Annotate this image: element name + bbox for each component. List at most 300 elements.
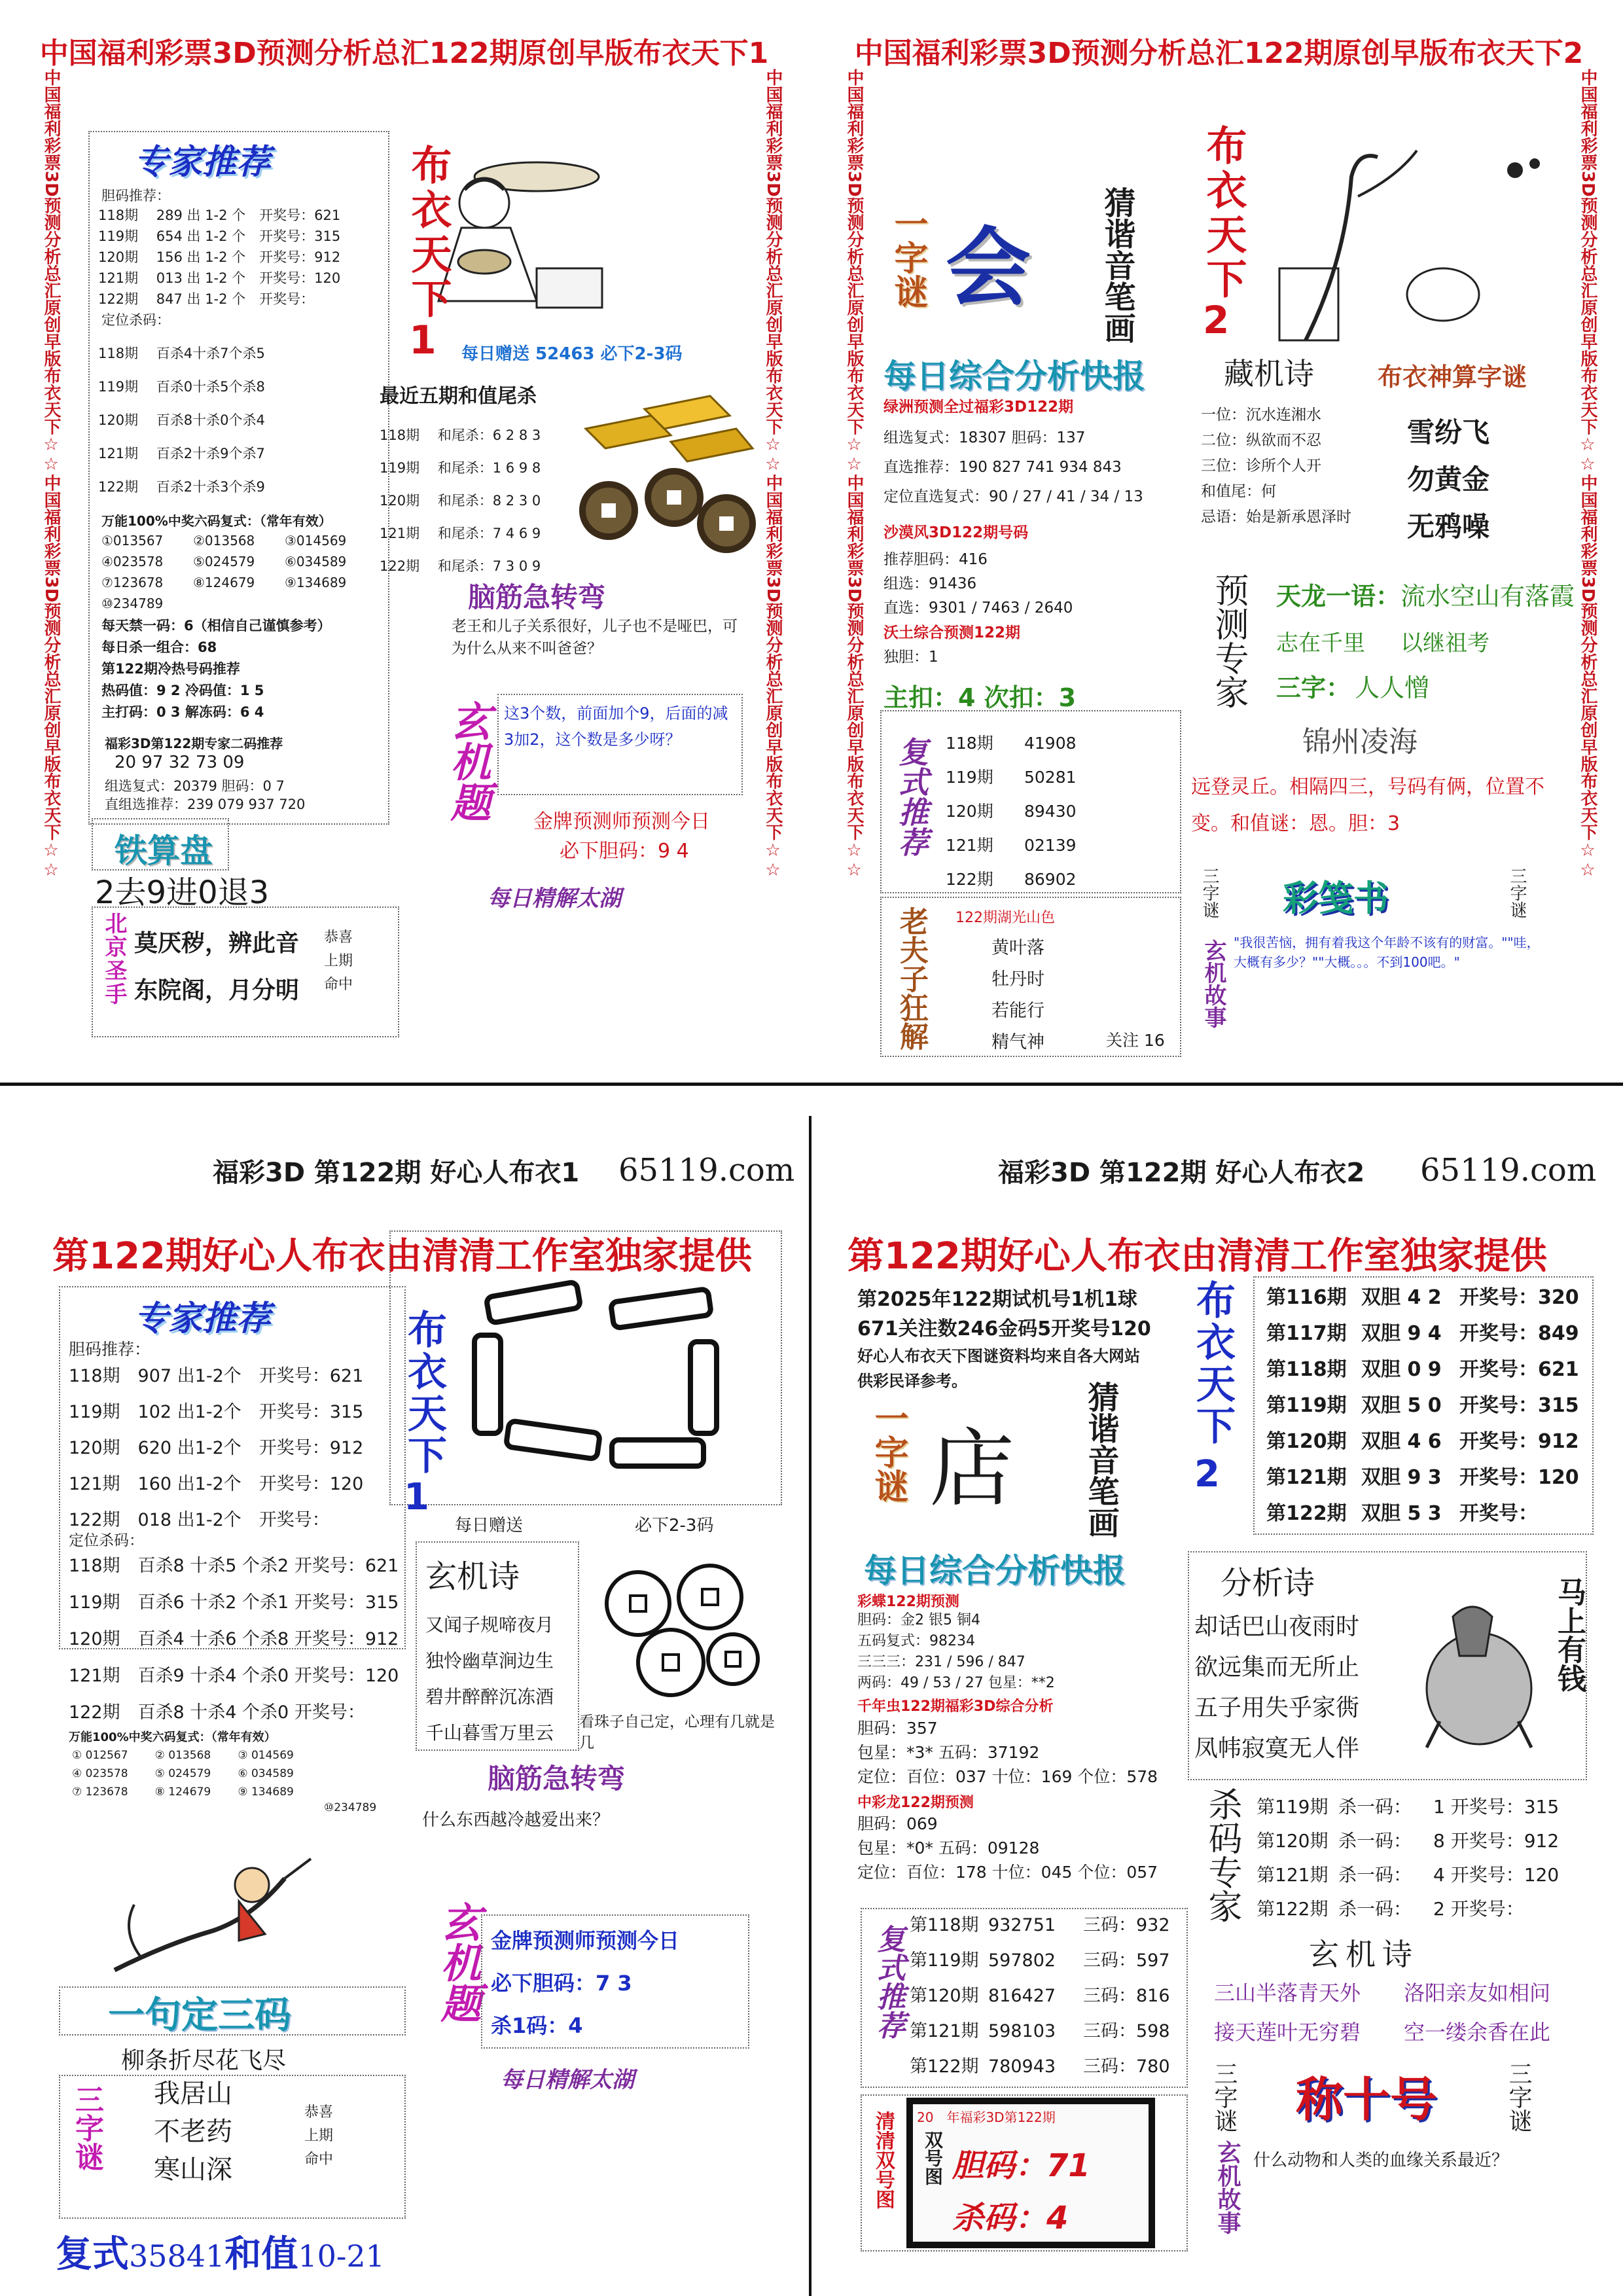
fs-value: 35841 (129, 2238, 225, 2274)
fx-row: 凤帏寂寞无人伴 (1194, 1735, 1360, 1762)
dan-row: 119期 654 出 1-2 个 开奖号：315 (98, 228, 341, 244)
sd-period: 第122期 (1266, 1502, 1347, 1525)
coins-icon (592, 1551, 762, 1708)
sj-line-4: 供彩民译参考。 (857, 1372, 967, 1390)
szm-label: 三字谜 (1200, 867, 1219, 918)
sd-draw: 开奖号： (1459, 1502, 1538, 1525)
sd-period: 第119期 (1266, 1394, 1347, 1417)
cj-row: 二位：纵欲而不忍 (1201, 432, 1321, 449)
extra-line: 热码值：9 2 冷码值：1 5 (101, 683, 264, 698)
riddle-hint: 猜谐音笔画 (1082, 1381, 1119, 1538)
riddle-char: 会 (946, 218, 1031, 317)
xjgs-title: 玄机故事 (1214, 2140, 1241, 2234)
sd-row (1266, 1496, 1579, 1532)
sm-period: 第119期 (1257, 1796, 1329, 1818)
zc-title: 中彩龙122期预测 (857, 1795, 974, 1811)
wn-item: ①013567 (101, 533, 164, 548)
wu-row: 119期 和尾杀：1 6 9 8 (380, 460, 541, 476)
yjd-text: 柳条折尽花飞尽 (121, 2047, 287, 2074)
gold-line: 金牌预测师预测今日 (491, 1928, 680, 1953)
fx-row: 欲远集而无所止 (1194, 1654, 1360, 1681)
sd-pair: 双胆 9 4 (1361, 1322, 1442, 1345)
sz-row: 雪纷飞 (1407, 416, 1490, 448)
sm-row: 组选：91436 (883, 575, 977, 592)
sh-card (906, 2098, 1155, 2248)
cd-row: 两码：49 / 53 / 27 包星：**2 (857, 1675, 1055, 1691)
fx-row: 五子用失乎家衖 (1194, 1695, 1360, 1721)
qn-row: 包星：*3* 五码：37192 (857, 1743, 1040, 1762)
pro-title: 福彩3D第122期专家二码推荐 (105, 736, 283, 751)
sm-row (1257, 1892, 1559, 1926)
fs-label: 复式 (56, 2233, 129, 2276)
kill-row: 119期 百杀6 十杀2 个杀1 开奖号：315 (69, 1592, 399, 1613)
sz-title: 布衣神算字谜 (1378, 363, 1527, 391)
xjs-row: 又闻子规啼夜月 (425, 1614, 554, 1636)
hg-follow: 关注 16 (1106, 1031, 1165, 1050)
fs-three: 三码：597 (1083, 1950, 1170, 1971)
zc-row: 胆码：069 (857, 1814, 938, 1833)
gift-b: 必下2-3码 (635, 1516, 714, 1535)
xj-text: 这3个数，前面加个9，后面的减3加2，这个数是多少呀？ (504, 704, 728, 749)
sm-title: 沙漠风3D122期号码 (883, 524, 1029, 541)
hg-row: 牡丹时 (991, 969, 1044, 990)
extra-line: 每日杀一组合：68 (101, 639, 217, 655)
fs-row (946, 795, 1077, 829)
suanpan-title: 铁算盘 (115, 832, 213, 870)
panel-4 (821, 1119, 1607, 2291)
cartoon-horse-icon (1414, 1590, 1538, 1754)
gold-line-2: 必下胆码：9 4 (560, 840, 689, 863)
fs-period: 第121期 (910, 2021, 979, 2041)
hg-row: 黄叶落 (991, 938, 1044, 958)
hz-label: 和值 (224, 2233, 298, 2276)
wn-grid (101, 530, 376, 614)
fs-three: 三码：816 (1083, 1986, 1170, 2006)
gift-text: 每日赠送 52463 必下2-3码 (461, 344, 683, 364)
dan-row: 120期 620 出1-2个 开奖号：912 (69, 1438, 364, 1458)
sd-pair: 双胆 9 3 (1361, 1466, 1442, 1489)
fs-period: 第120期 (910, 1986, 979, 2006)
gold-line-3: 杀1码：4 (491, 2013, 583, 2038)
wu-list (380, 419, 541, 583)
separator-h (0, 1083, 1623, 1086)
fs-period: 第118期 (910, 1915, 979, 1935)
yjd-title: 一句定三码 (108, 1994, 291, 2037)
qq-title: 清清双号图 (872, 2111, 895, 2209)
fs-table (910, 1908, 1170, 2085)
big-num: 2 (1203, 298, 1230, 342)
sm-label: 杀一码： (1338, 1796, 1412, 1818)
fs-number: 86902 (1024, 870, 1077, 889)
fs-number: 932751 (988, 1915, 1056, 1935)
jz-title: 锦州凌海 (1302, 725, 1418, 759)
panel-2-header: 中国福利彩票3D预测分析总汇122期原创早版布衣天下2 (854, 37, 1584, 70)
extra-line: 主打码：0 3 解冻码：6 4 (101, 704, 264, 720)
sd-draw: 开奖号：849 (1459, 1322, 1579, 1345)
expert-title: 专家推荐 (134, 1299, 271, 1338)
szm-title: 三字谜 (70, 2085, 103, 2171)
cj-row: 和值尾：何 (1201, 483, 1276, 500)
dan-row: 121期 160 出1-2个 开奖号：120 (69, 1474, 364, 1494)
szm-box (59, 2075, 406, 2219)
wu-row: 122期 和尾杀：7 3 0 9 (380, 558, 541, 574)
sm-period: 第122期 (1257, 1898, 1329, 1920)
mahjong-tiles-icon (468, 1276, 743, 1486)
xjs-2a: 接天莲叶无穷碧 (1214, 2020, 1361, 2045)
big-num: 2 (1194, 1453, 1220, 1496)
big-num: 1 (404, 1476, 429, 1518)
fs-period: 122期 (946, 870, 993, 889)
sd-row (1266, 1352, 1579, 1388)
kill-row: 118期 百杀4十杀7个杀5 (98, 346, 265, 361)
sm-row: 直选：9301 / 7463 / 2640 (883, 600, 1073, 617)
dan-row: 120期 156 出 1-2 个 开奖号：912 (98, 249, 341, 265)
sj-line-3: 好心人布衣天下图谜资料均来自各大网站 (857, 1347, 1140, 1365)
sj-line-2: 671关注数246金码5开奖号120 (857, 1318, 1151, 1340)
wt-line: 独胆：1 (883, 649, 938, 666)
wn-item: ⑥034589 (285, 554, 347, 569)
riddle-label: 一字谜 (868, 1401, 908, 1503)
wn-title: 万能100%中奖六码复式：（常年有效） (101, 513, 332, 529)
sm-label: 杀一码： (1338, 1864, 1412, 1886)
sd-pair: 双胆 0 9 (1361, 1358, 1442, 1381)
cj-row: 三位：诊所个人开 (1201, 457, 1321, 475)
kill-label: 定位杀码： (69, 1532, 144, 1549)
expert-title: 专家推荐 (134, 143, 271, 182)
fs-line (56, 2225, 385, 2278)
site-name: 65119.com (618, 1152, 795, 1189)
fs-number: 89430 (1024, 802, 1077, 821)
fs-row (946, 726, 1077, 761)
dan-label: 胆码推荐： (69, 1340, 151, 1359)
brain-title: 脑筋急转弯 (488, 1763, 626, 1795)
sd-row (1266, 1460, 1579, 1496)
gold-line-2: 必下胆码：7 3 (491, 1971, 632, 1996)
yc-title: 预测专家 (1209, 573, 1248, 709)
sm-value: 1 开奖号：315 (1433, 1796, 1560, 1818)
riddle-hint: 猜谐音笔画 (1099, 187, 1135, 344)
wn-item: ④023578 (101, 554, 164, 569)
dan-row: 122期 018 出1-2个 开奖号： (69, 1510, 330, 1530)
wn-item: ⑨ 134689 (238, 1785, 294, 1799)
sj-line-1: 第2025年122期试机号1机1球 (857, 1288, 1137, 1311)
fs-number: 02139 (1024, 836, 1077, 855)
dan-row: 118期 907 出1-2个 开奖号：621 (69, 1366, 364, 1386)
sd-period: 第121期 (1266, 1466, 1347, 1489)
fs-period: 120期 (946, 802, 993, 821)
fs-number: 816427 (988, 1986, 1056, 2006)
fs-three: 三码：598 (1083, 2021, 1170, 2041)
panel-3-title: 福彩3D 第122期 好心人布衣1 (213, 1158, 580, 1188)
kill-row: 118期 百杀8 十杀5 个杀2 开奖号：621 (69, 1556, 399, 1576)
sm-value: 4 开奖号：120 (1433, 1864, 1560, 1886)
site-name: 65119.com (1420, 1152, 1597, 1189)
kill-row: 120期 百杀8十杀0个杀4 (98, 412, 265, 428)
dan-row: 118期 289 出 1-2 个 开奖号：621 (98, 207, 341, 223)
wn-item: ⑥ 034589 (238, 1767, 294, 1780)
wn-item: ⑩234789 (101, 596, 164, 611)
fs-row (946, 863, 1077, 897)
kill-label: 定位杀码： (101, 312, 170, 328)
suanpan-line: 2去9进0退3 (95, 874, 270, 911)
kb-row: 直选推荐：190 827 741 934 843 (883, 459, 1122, 476)
sm-value: 2 开奖号： (1433, 1898, 1524, 1920)
dan-row: 121期 013 出 1-2 个 开奖号：120 (98, 270, 341, 286)
xjs-row: 碧井醉醉沉冻酒 (425, 1686, 554, 1708)
fx-list (1194, 1607, 1359, 1769)
fs-period: 第119期 (910, 1950, 979, 1971)
big-title: 布衣天下 (1200, 124, 1247, 302)
sh-top: 20 年福彩3D第122期 (917, 2109, 1056, 2125)
lfz-title: 老夫子狂解 (895, 906, 928, 1050)
sd-table (1266, 1280, 1579, 1532)
cd-row: 五码复式：98234 (857, 1633, 975, 1649)
cd-row: 三三三：231 / 596 / 847 (857, 1654, 1026, 1670)
coin-icon (697, 494, 756, 553)
sd-row (1266, 1424, 1579, 1460)
cd-row: 胆码：金2 银5 铜4 (857, 1612, 980, 1628)
sd-period: 第118期 (1266, 1358, 1347, 1381)
fs-three: 三码：780 (1083, 2056, 1170, 2077)
csh-title: 称十号 (1296, 2072, 1438, 2127)
kill-row: 119期 百杀0十杀5个杀8 (98, 379, 265, 395)
gold-bars-icon (573, 383, 756, 475)
sm-row (1257, 1824, 1559, 1858)
fs-number: 597802 (988, 1950, 1056, 1971)
wn-item: ① 012567 (72, 1749, 128, 1762)
dan-row: 119期 102 出1-2个 开奖号：315 (69, 1402, 364, 1422)
cj-title: 藏机诗 (1224, 356, 1314, 391)
big-title: 布衣天下 (401, 1309, 447, 1477)
fs-table (946, 726, 1077, 897)
cj-row: 一位：沉水连湘水 (1201, 406, 1321, 423)
panel-4-title: 福彩3D 第122期 好心人布衣2 (998, 1158, 1365, 1188)
gong-xi: 恭喜上期命中 (304, 2104, 334, 2168)
fs-period: 第122期 (910, 2056, 979, 2077)
big-title: 布衣天下 (1190, 1280, 1236, 1447)
szm-label-2: 三字谜 (1507, 867, 1527, 918)
kill-row: 120期 百杀4 十杀6 个杀8 开奖号：912 (69, 1629, 399, 1649)
sd-pair: 双胆 5 0 (1361, 1394, 1442, 1417)
riddle-label: 一字谜 (888, 206, 927, 308)
sm-list (883, 548, 1073, 620)
cjs-title: 彩笺书 (1283, 878, 1389, 919)
qn-row: 胆码：357 (857, 1719, 938, 1738)
sd-pair: 双胆 5 3 (1361, 1502, 1442, 1525)
hg-list (991, 933, 1044, 1058)
szm-row: 寒山深 (154, 2155, 232, 2185)
banner: 第122期好心人布衣由清清工作室独家提供 (52, 1235, 752, 1278)
big-num: 1 (409, 317, 437, 363)
wn-item: ⑦123678 (101, 575, 164, 590)
kb-list (883, 423, 1143, 512)
riddle-char: 店 (929, 1419, 1015, 1518)
sd-draw: 开奖号：320 (1459, 1286, 1579, 1309)
gift-a: 每日赠送 (455, 1516, 524, 1535)
sm-label: 杀一码： (1338, 1830, 1412, 1852)
yc-line-3a: 三字： (1276, 673, 1351, 702)
wu-row: 118期 和尾杀：6 2 8 3 (380, 427, 541, 443)
hg-row: 若能行 (991, 1001, 1044, 1021)
szm-list (154, 2075, 232, 2189)
sd-draw: 开奖号：621 (1459, 1358, 1579, 1381)
big-title: 布衣天下 (404, 144, 452, 322)
panel-2 (831, 16, 1607, 1067)
pro-fs: 组选复式：20379 胆码：0 7 (105, 778, 285, 794)
wn-item: ⑤ 024579 (154, 1767, 211, 1780)
wu-row: 121期 和尾杀：7 4 6 9 (380, 526, 541, 541)
xjs-1a: 三山半落青天外 (1214, 1981, 1361, 2005)
xjgs-title: 玄机故事 (1200, 939, 1226, 1028)
qn-list (857, 1716, 1158, 1789)
sd-row (1266, 1280, 1579, 1316)
kill-row: 121期 百杀2十杀9个杀7 (98, 446, 265, 461)
sz-row: 勿黄金 (1407, 463, 1490, 495)
qn-row: 定位：百位：037 十位：169 个位：578 (857, 1767, 1158, 1786)
sd-pair: 双胆 4 2 (1361, 1286, 1442, 1309)
panel-3 (16, 1119, 802, 2291)
beijing-title: 北京圣手 (101, 912, 127, 1006)
fs-three: 三码：932 (1083, 1915, 1170, 1935)
wn-grid (72, 1746, 321, 1801)
xj-title: 玄机题 (434, 1901, 482, 2023)
fs-row (910, 1908, 1170, 1943)
border-right: 中国福利彩票3D预测分析总汇原创早版布衣天下☆☆中国福利彩票3D预测分析总汇原创早版布衣天下☆☆ (1578, 69, 1597, 880)
sd-row (1266, 1316, 1579, 1352)
yc-line-1b: 流水空山有落霞 (1400, 582, 1575, 611)
hg-title: 122期湖光山色 (955, 910, 1055, 926)
gong-xi: 恭喜上期命中 (324, 929, 353, 993)
sd-period: 第120期 (1266, 1430, 1347, 1453)
kill-row: 121期 百杀9 十杀4 个杀0 开奖号：120 (69, 1666, 399, 1686)
kill-row: 122期 百杀8 十杀4 个杀0 开奖号： (69, 1702, 365, 1723)
zc-row: 包星：*0* 五码：09128 (857, 1839, 1040, 1857)
xjs-row: 独怜幽草涧边生 (425, 1650, 554, 1672)
wn-item: ⑨134689 (285, 575, 347, 590)
fs-number: 598103 (988, 2021, 1056, 2041)
separator-v (809, 1116, 812, 2296)
kb-row: 定位直选复式：90 / 27 / 41 / 34 / 13 (883, 488, 1143, 505)
kill-row: 122期 百杀2十杀3个杀9 (98, 479, 265, 495)
fs-number: 50281 (1024, 768, 1077, 787)
sd-draw: 开奖号：912 (1459, 1430, 1579, 1453)
wn-item: ④ 023578 (72, 1767, 128, 1780)
dan-list (98, 205, 340, 310)
fs-row (946, 829, 1077, 863)
zc-list (857, 1812, 1158, 1884)
fs-number: 41908 (1024, 734, 1077, 753)
border-left: 中国福利彩票3D预测分析总汇原创早版布衣天下☆☆中国福利彩票3D预测分析总汇原创早版布衣天下☆☆ (41, 69, 61, 880)
szm-row: 不老药 (154, 2117, 232, 2147)
pro-nums: 20 97 32 73 09 (115, 753, 245, 772)
xj-title: 玄机题 (444, 700, 491, 822)
sh-vertical: 双号图 (922, 2130, 944, 2185)
panel-1-header: 中国福利彩票3D预测分析总汇122期原创早版布衣天下1 (39, 37, 769, 70)
dan-list (69, 1358, 363, 1538)
xjs-row: 千山暮雪万里云 (425, 1722, 554, 1744)
cartoon-tree-icon (1266, 124, 1554, 347)
coin-icon (645, 468, 704, 527)
fs-row (910, 2014, 1170, 2049)
banner: 第122期好心人布衣由清清工作室独家提供 (847, 1235, 1547, 1278)
wu-title: 最近五期和值尾杀 (380, 385, 537, 408)
cd-title: 彩蝶122期预测 (857, 1594, 959, 1610)
wn-item: ⑦ 123678 (72, 1785, 128, 1799)
sm-table (1257, 1790, 1559, 1926)
sm-row (1257, 1858, 1559, 1892)
cd-list (857, 1610, 1055, 1694)
szm-row: 我居山 (154, 2079, 232, 2109)
yc-line-3b: 人人憎 (1355, 673, 1430, 702)
sm-value: 8 开奖号：912 (1433, 1830, 1560, 1852)
kb-subtitle: 绿洲预测全过福彩3D122期 (883, 399, 1074, 416)
wu-row: 120期 和尾杀：8 2 3 0 (380, 493, 541, 509)
sm-label: 杀一码： (1338, 1898, 1412, 1920)
zc-row: 定位：百位：178 十位：045 个位：057 (857, 1863, 1158, 1882)
wn-item: ③014569 (285, 533, 347, 548)
fs-row (910, 1979, 1170, 2014)
cj-list (1201, 403, 1351, 530)
fs-number: 780943 (988, 2056, 1056, 2077)
coins-tip: 看珠子自己定，心理有几就是几 (579, 1713, 775, 1751)
zhukou: 主扣：4 次扣：3 (883, 683, 1077, 712)
border-left: 中国福利彩票3D预测分析总汇原创早版布衣天下☆☆中国福利彩票3D预测分析总汇原创早版布衣天下☆☆ (844, 69, 864, 880)
pro-zx: 直组选推荐：239 079 937 720 (105, 797, 306, 812)
yc-line-2b: 以继祖考 (1400, 630, 1489, 656)
brain-text: 老王和儿子关系很好，儿子也不是哑巴，可为什么从来不叫爸爸？ (452, 618, 738, 657)
xjs-2b: 空一缕余香在此 (1404, 2020, 1551, 2045)
question-text: 什么动物和人类的血缘关系最近？ (1253, 2151, 1509, 2170)
fx-row: 却话巴山夜雨时 (1194, 1613, 1360, 1640)
fs-title: 复式推荐 (894, 736, 929, 857)
sz-row: 无鸦噪 (1407, 511, 1490, 543)
dan-label: 胆码推荐： (101, 188, 170, 204)
sh-dan: 胆码：71 (952, 2147, 1090, 2184)
fs-period: 118期 (946, 734, 993, 753)
sd-row (1266, 1388, 1579, 1424)
kb-row: 组选复式：18307 胆码：137 (883, 429, 1086, 446)
sd-draw: 开奖号：315 (1459, 1394, 1579, 1417)
fs-period: 119期 (946, 768, 993, 787)
ldj-text: 远登灵丘。相隔四三，号码有俩，位置不变。和值谜：恩。胆：3 (1191, 776, 1544, 835)
hg-row: 精气神 (991, 1032, 1044, 1052)
daily-text: 每日精解太湖 (501, 2067, 634, 2093)
wn-item: ② 013568 (154, 1749, 211, 1762)
sd-period: 第117期 (1266, 1322, 1347, 1345)
cj-row: 忌语：始是新承恩泽时 (1201, 509, 1351, 526)
szm-label: 三字谜 (1211, 2062, 1238, 2132)
hz-value: 10-21 (298, 2238, 385, 2274)
beijing-line-2: 东院阁，月分明 (134, 977, 300, 1004)
fx-title: 分析诗 (1221, 1565, 1315, 1602)
sm-period: 第121期 (1257, 1864, 1329, 1886)
msy-text: 马上有钱 (1552, 1577, 1586, 1693)
kill-list (69, 1548, 399, 1731)
fs-period: 121期 (946, 836, 993, 855)
sd-pair: 双胆 4 6 (1361, 1430, 1442, 1453)
story-text: "我很苦恼，拥有着我这个年龄不该有的财富。""哇，大概有多少？""大概。。。不到100吧。" (1234, 935, 1540, 970)
wn-item-last: ⑩234789 (324, 1801, 377, 1814)
yc-line-1a: 天龙一语： (1276, 582, 1401, 611)
cartoon-rider-icon (101, 1839, 337, 1990)
border-right: 中国福利彩票3D预测分析总汇原创早版布衣天下☆☆中国福利彩票3D预测分析总汇原创早版布衣天下☆☆ (763, 69, 783, 880)
wn-item: ③ 014569 (238, 1749, 294, 1762)
daily-text: 每日精解太湖 (488, 886, 621, 912)
extra-line: 每天禁一码：6（相信自己谨慎参考） (101, 618, 331, 634)
extra-line: 第122期冷热号码推荐 (101, 661, 240, 677)
brain-title: 脑筋急转弯 (468, 581, 606, 613)
brain-text: 什么东西越冷越爱出来？ (422, 1810, 610, 1830)
